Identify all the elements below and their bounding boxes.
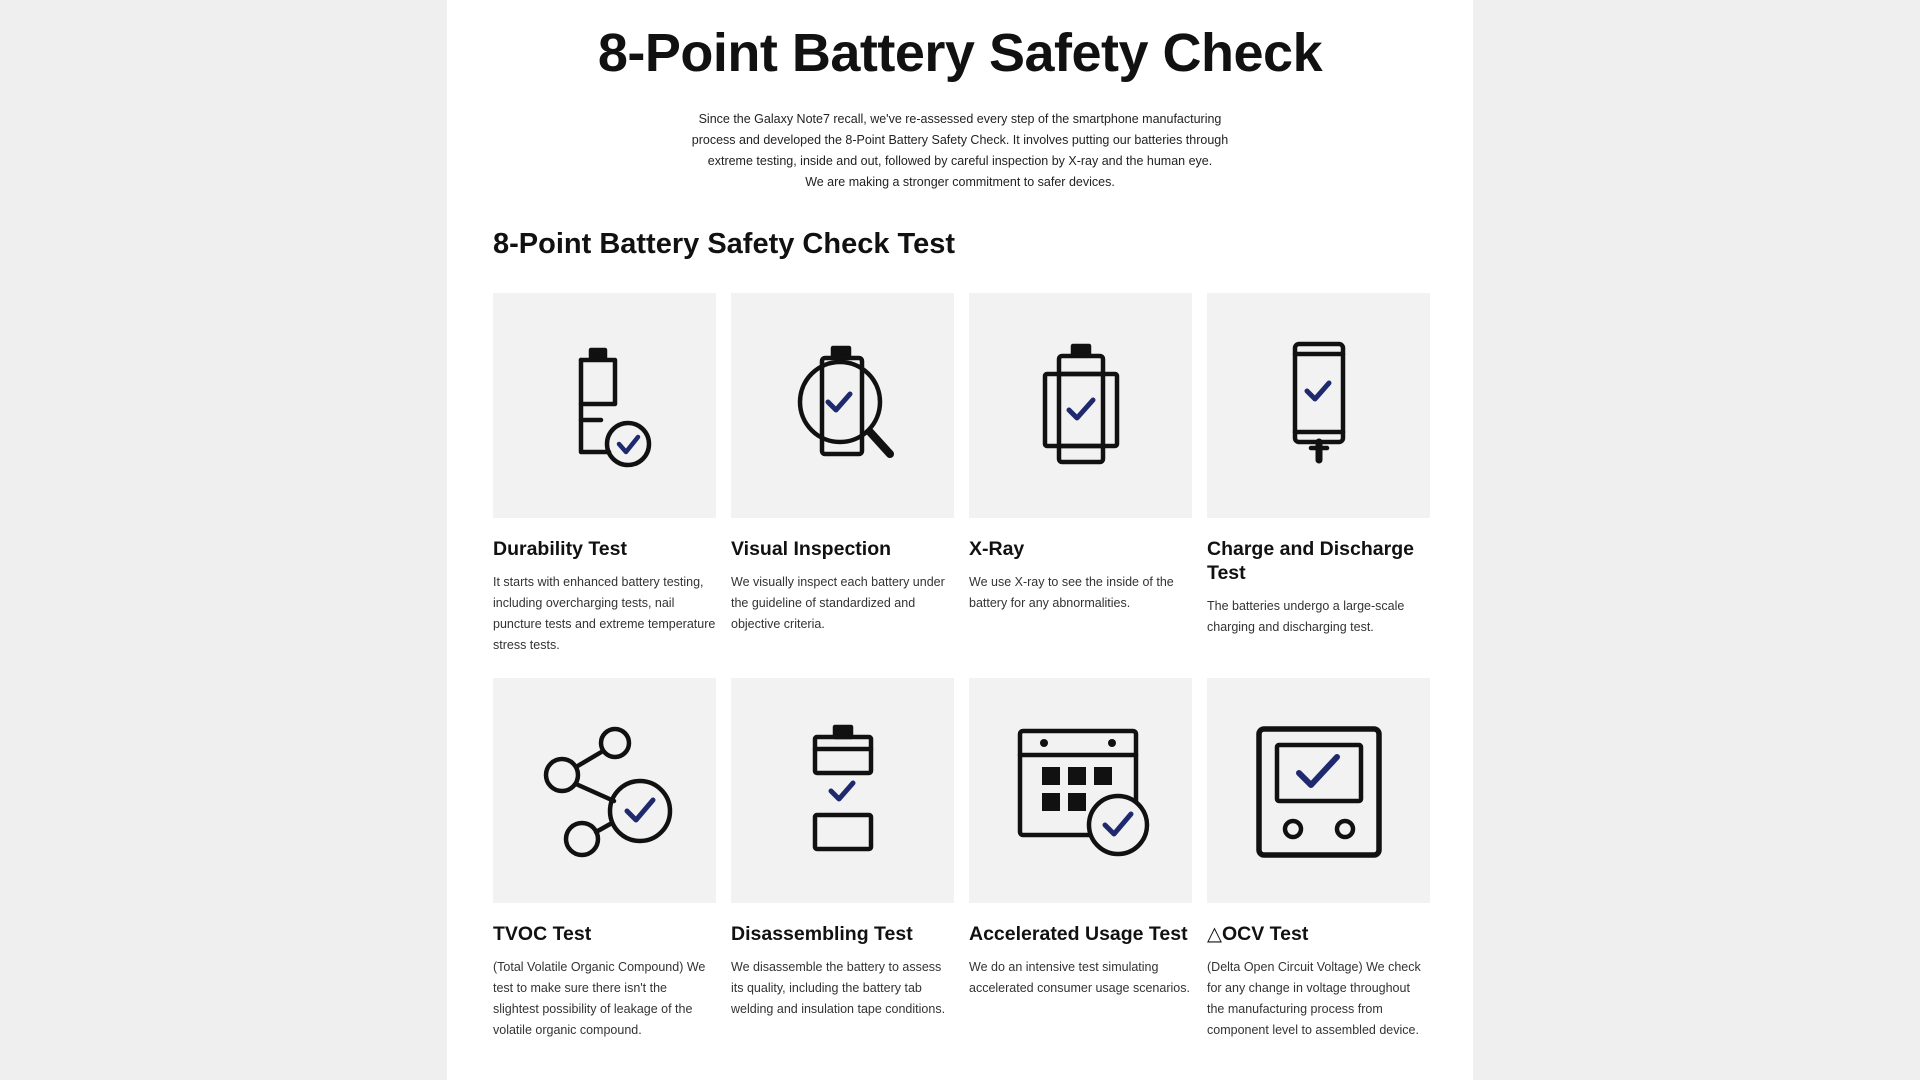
disassembled-battery-icon [793, 721, 893, 861]
card-tile [1207, 293, 1430, 518]
test-card-visual-inspection [731, 293, 954, 678]
intro-line: extreme testing, inside and out, followed by careful inspection by X-ray and the human eye. [707, 154, 1213, 168]
test-card-accelerated-usage [969, 678, 1192, 1038]
card-title: Charge and Discharge Test [1207, 538, 1414, 584]
card-tile [731, 678, 954, 903]
card-description: We use X-ray to see the inside of the battery for any abnormalities. [969, 575, 1174, 610]
card-title: Accelerated Usage Test [969, 923, 1188, 945]
test-card-durability [493, 293, 716, 678]
share-check-icon [530, 721, 680, 861]
test-card-charge-discharge [1207, 293, 1430, 678]
test-grid [493, 293, 1429, 1038]
card-tile [493, 293, 716, 518]
card-tile [969, 678, 1192, 903]
card-description: It starts with enhanced battery testing, including overcharging tests, nail puncture tests and extreme temperature stress tests. [493, 575, 716, 652]
intro-line: Since the Galaxy Note7 recall, we've re-assessed every step of the smartphone manufacturing [698, 112, 1222, 126]
card-title: X-Ray [969, 538, 1025, 560]
magnifier-battery-icon [778, 336, 908, 476]
test-card-x-ray [969, 293, 1192, 678]
card-tile [731, 293, 954, 518]
xray-battery-icon [1021, 336, 1141, 476]
intro-text [647, 109, 1273, 193]
page [447, 0, 1473, 1080]
card-description: We disassemble the battery to assess its quality, including the battery tab welding and insulation tape conditions. [731, 960, 946, 1016]
card-title: Visual Inspection [731, 538, 892, 560]
voltmeter-icon [1249, 721, 1389, 861]
card-description: (Total Volatile Organic Compound) We test to make sure there isn't the slightest possibility of leakage of the volatile organic compound. [493, 960, 706, 1037]
card-tile [1207, 678, 1430, 903]
card-description: We do an intensive test simulating accelerated consumer usage scenarios. [969, 960, 1190, 995]
card-tile [493, 678, 716, 903]
card-description: (Delta Open Circuit Voltage) We check for any change in voltage throughout the manufacturing process from component level to assembled device. [1207, 960, 1421, 1037]
test-card-tvoc [493, 678, 716, 1038]
test-card-delta-ocv [1207, 678, 1430, 1038]
phone-charging-icon [1269, 336, 1369, 476]
card-description: We visually inspect each battery under the guideline of standardized and objective criteria. [731, 575, 945, 631]
card-title: TVOC Test [493, 923, 592, 945]
card-title: Disassembling Test [731, 923, 913, 945]
card-title: △OCV Test [1207, 923, 1309, 945]
card-title: Durability Test [493, 538, 627, 560]
intro-line: process and developed the 8-Point Battery Safety Check. It involves putting our batteries through [691, 133, 1229, 147]
test-card-disassembling [731, 678, 954, 1038]
section-title: 8-Point Battery Safety Check Test [493, 228, 955, 260]
card-tile [969, 293, 1192, 518]
calendar-check-icon [1006, 721, 1156, 861]
page-title: 8-Point Battery Safety Check [597, 23, 1323, 83]
battery-check-icon [545, 336, 665, 476]
intro-line: We are making a stronger commitment to safer devices. [805, 175, 1115, 189]
card-description: The batteries undergo a large-scale charging and discharging test. [1207, 599, 1405, 634]
